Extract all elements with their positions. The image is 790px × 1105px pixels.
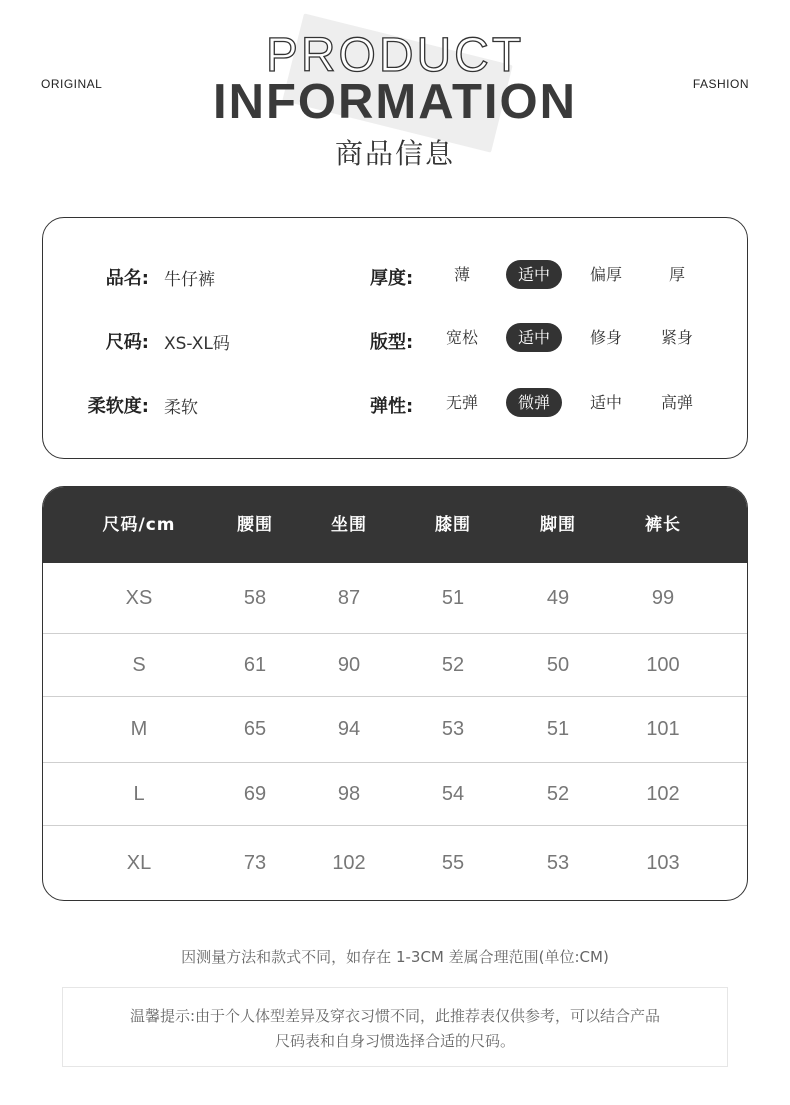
original-label: ORIGINAL [41,77,103,91]
attr-key-size: 尺码: [105,332,149,353]
size-table-header [43,487,747,563]
fashion-label: FASHION [692,77,749,91]
attribute-card [42,217,748,459]
cell-hip: 98 [337,782,361,805]
option-elasticity-medium: 适中 [589,393,622,412]
cell-length: 100 [646,653,680,676]
cell-length: 101 [646,718,680,740]
attr-key-name: 品名: [105,268,149,289]
title-chinese: 商品信息 [334,137,455,170]
cell-waist: 65 [243,718,267,740]
cell-waist: 73 [243,852,267,874]
option-elasticity-none: 无弹 [445,393,478,412]
cell-knee: 51 [441,586,465,609]
cell-hip: 87 [337,586,361,609]
header-hip: 坐围 [331,515,367,535]
option-thickness-thickish: 偏厚 [589,265,622,284]
option-fit-slim: 修身 [589,328,622,347]
option-fit-regular-selected: 适中 [506,323,562,352]
cell-knee: 55 [441,852,465,874]
cell-hip: 90 [337,653,361,676]
cell-size: M [130,718,148,740]
cell-size: XL [126,852,152,874]
table-row [43,563,747,633]
attr-value-softness: 柔软 [164,398,198,418]
header-knee: 膝围 [435,515,471,535]
header-leg-opening: 脚围 [540,515,576,535]
title-product-text: PRODUCT [265,29,525,82]
cell-knee: 52 [441,653,465,676]
table-row [43,633,747,696]
tip-line-2: 尺码表和自身习惯选择合适的尺码。 [274,1032,515,1050]
cell-knee: 53 [441,718,465,740]
cell-length: 103 [646,852,680,874]
attr-key-elasticity: 弹性: [370,396,414,417]
option-thickness-thick: 厚 [668,265,685,284]
title-information: INFORMATION [212,75,578,129]
cell-hip: 102 [332,852,366,874]
cell-size: L [133,782,145,805]
cell-leg-opening: 49 [546,586,570,609]
cell-leg-opening: 50 [546,653,570,676]
table-row [43,762,747,825]
option-elasticity-high: 高弹 [660,393,693,412]
cell-waist: 58 [243,586,267,609]
tip-text [73,1004,717,1054]
attr-value-size: XS-XL码 [164,334,230,354]
cell-leg-opening: 52 [546,782,570,805]
option-thickness-thin: 薄 [453,265,470,284]
cell-waist: 61 [243,653,267,676]
cell-length: 102 [646,782,680,805]
option-fit-loose: 宽松 [445,328,478,347]
cell-leg-opening: 53 [546,852,570,874]
cell-waist: 69 [243,782,267,805]
attr-key-thickness: 厚度: [370,268,414,289]
tip-line-1: 温馨提示:由于个人体型差异及穿衣习惯不同，此推荐表仅供参考，可以结合产品 [129,1007,661,1025]
option-fit-tight: 紧身 [660,328,693,347]
measurement-note: 因测量方法和款式不同，如存在 1-3CM 差属合理范围(单位:CM) [181,948,609,966]
header-size: 尺码/cm [102,515,176,535]
option-elasticity-slight-selected: 微弹 [506,388,562,417]
cell-hip: 94 [337,718,361,740]
attr-value-name: 牛仔裤 [164,270,215,290]
table-row [43,825,747,901]
table-row [43,696,747,762]
attr-key-softness: 柔软度: [87,396,149,417]
header-length: 裤长 [645,515,681,535]
cell-leg-opening: 51 [546,718,570,740]
header-waist: 腰围 [237,515,273,535]
tip-box [62,987,728,1067]
attr-key-fit: 版型: [370,332,414,353]
option-thickness-medium-selected: 适中 [506,260,562,289]
cell-length: 99 [651,586,675,609]
cell-size: XS [125,586,153,609]
cell-size: S [132,653,146,676]
size-table [42,486,748,901]
cell-knee: 54 [441,782,465,805]
